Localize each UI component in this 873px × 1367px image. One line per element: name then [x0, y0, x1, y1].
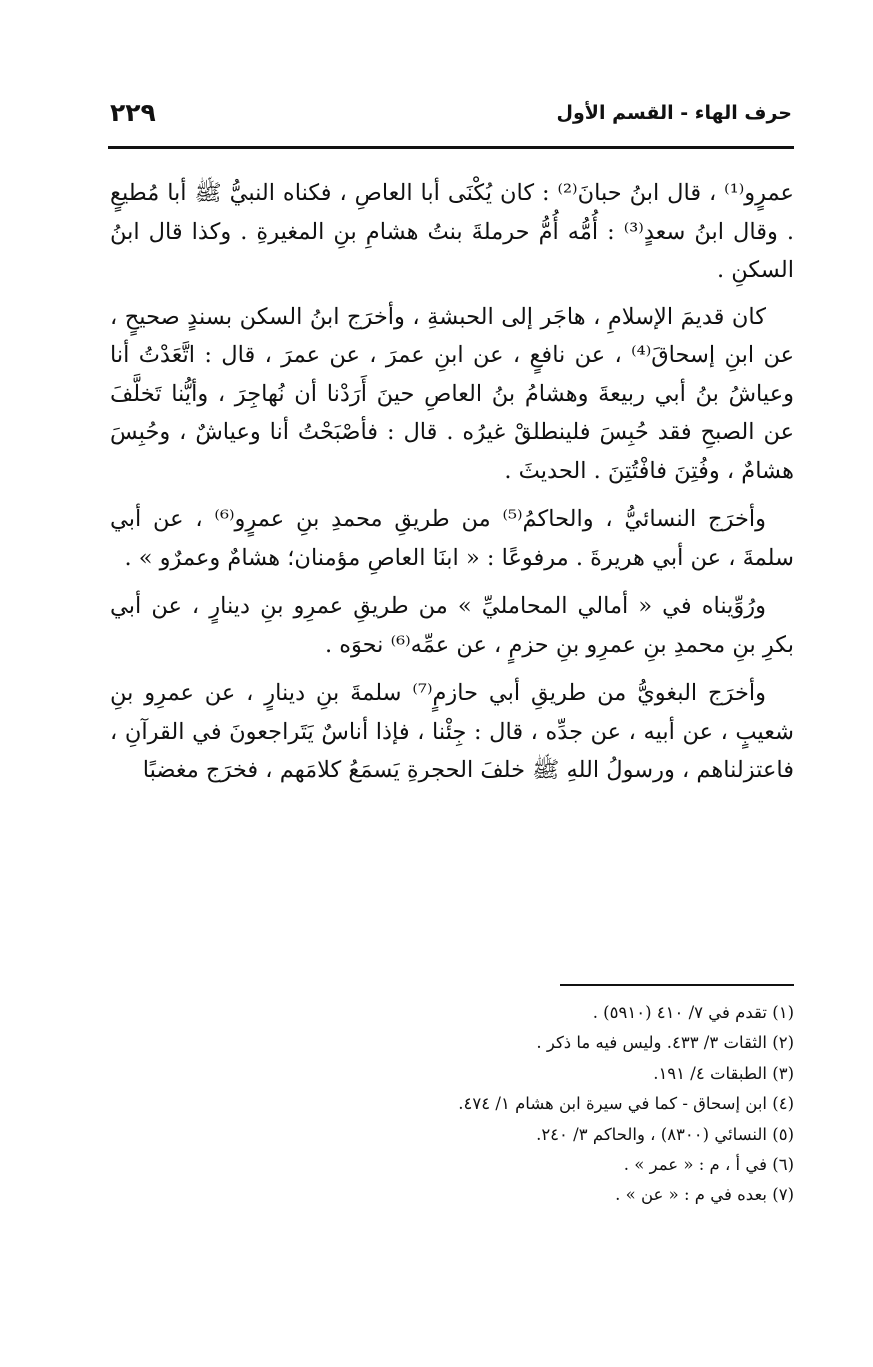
footnote: (٢) الثقات ٣/ ٤٣٣. وليس فيه ما ذكر .	[536, 1033, 794, 1053]
paragraph: عمرٍو⁽¹⁾ ، قال ابنُ حبانَ⁽²⁾ : كان يُكْنَى أبا العاصِ ، فكناه النبيُّ ﷺ أبا مُطيعٍ . وقال ابنُ سعدٍ⁽³⁾ : أُمُّه أُمُّ حرملةَ بنتُ هشامِ بنِ المغيرةِ . وكذا قال ابنُ السكنِ .	[110, 180, 794, 283]
footnote: (٤) ابن إسحاق - كما في سيرة ابن هشام ١/ ٤٧٤.	[458, 1094, 794, 1114]
paragraph: وأخرَج البغويُّ من طريقِ أبي حازمٍ⁽⁷⁾ سلمةَ بنِ دينارٍ ، عن عمرِو بنِ شعيبٍ ، عن أبيه ، عن جدِّه ، قال : جِئْنا ، فإذا أناسٌ يَتَراجعونَ في القرآنِ ، فاعتزلناهم ، ورسولُ اللهِ ﷺ خلفَ الحجرةِ يَسمَعُ كلامَهم ، فخرَج مغضبًا	[110, 680, 794, 783]
footnote: (٧) بعده في م : « عن » .	[615, 1185, 794, 1205]
page-number: ٢٢٩	[110, 98, 156, 127]
paragraph: كان قديمَ الإسلامِ ، هاجَر إلى الحبشةِ ، وأخرَج ابنُ السكن بسندٍ صحيحٍ ، عن ابنِ إسحاقَ⁽⁴⁾ ، عن نافعٍ ، عن ابنِ عمرَ ، عن عمرَ ، قال : اتَّعَدْتُ أنا وعياشُ بنُ أبي ربيعةَ وهشامُ بنُ العاصِ حينَ أَرَدْنا أن نُهاجِرَ ، وأيُّنا تَخلَّفَ عن الصبحِ فقد حُبِسَ فلينطلقْ غيرُه . قال : فأصْبَحْتُ أنا وعياشٌ ، وحُبِسَ هشامٌ ، وفُتِنَ فافْتُتِنَ . الحديثَ .	[110, 303, 795, 484]
footnote: (٥) النسائي (٨٣٠٠) ، والحاكم ٣/ ٢٤٠.	[536, 1124, 794, 1144]
footnote: (٣) الطبقات ٤/ ١٩١.	[653, 1063, 794, 1083]
running-title: حرف الهاء - القسم الأول	[556, 102, 792, 124]
paragraph: وأخرَج النسائيُّ ، والحاكمُ⁽⁵⁾ من طريقِ محمدِ بنِ عمرٍو⁽⁶⁾ ، عن أبي سلمةَ ، عن أبي هريرةَ . مرفوعًا : « ابنَا العاصِ مؤمنان؛ هشامٌ وعمرٌو » .	[110, 506, 794, 571]
page-header	[110, 98, 792, 138]
footnotes	[110, 998, 794, 1211]
footnote: (١) تقدم في ٧/ ٤١٠ (٥٩١٠) .	[592, 1003, 794, 1022]
header-rule	[108, 146, 794, 149]
paragraph: ورُوِّيناه في « أمالي المحامليِّ » من طريقِ عمرِو بنِ دينارٍ ، عن أبي بكرِ بنِ محمدِ بنِ عمرِو بنِ حزمٍ ، عن عمِّه⁽⁶⁾ نحوَه .	[110, 593, 794, 658]
main-text	[110, 174, 794, 800]
footnote-separator	[560, 984, 794, 986]
footnote: (٦) في أ ، م : « عمر » .	[623, 1155, 794, 1175]
